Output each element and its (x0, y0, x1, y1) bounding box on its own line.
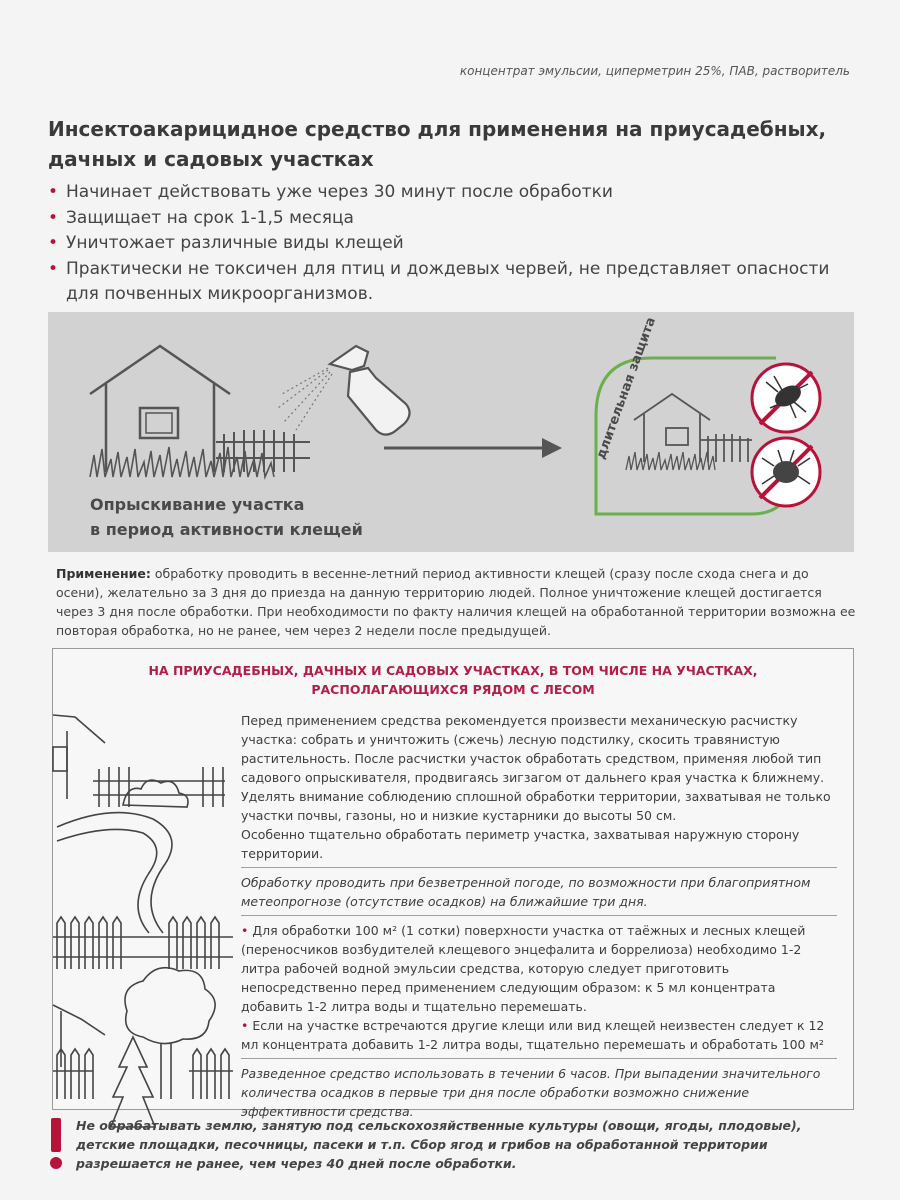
divider (241, 867, 837, 868)
benefit-item: • Уничтожает различные виды клещей (48, 231, 848, 257)
divider (241, 915, 837, 916)
instructions-heading-line1: НА ПРИУСАДЕБНЫХ, ДАЧНЫХ И САДОВЫХ УЧАСТКАХ, В ТОМ ЧИСЛЕ НА УЧАСТКАХ, (148, 663, 758, 678)
fence-icon (99, 767, 223, 807)
path-curve (57, 813, 172, 933)
fir-tree-icon (111, 1037, 155, 1127)
composition-line: концентрат эмульсии, циперметрин 25%, ПАВ, растворитель (459, 64, 850, 78)
tick-icon (752, 364, 820, 432)
divider (241, 1058, 837, 1059)
page-title: Инсектоакарицидное средство для применения на приусадебных, дачных и садовых участках (48, 117, 827, 171)
arrow-right-icon (384, 438, 562, 458)
spray-mist (278, 368, 332, 430)
benefit-item: • Практически не токсичен для птиц и дождевых червей, не представляет опасности для почвенных микроорганизмов. (48, 257, 848, 308)
house-roof (53, 715, 105, 743)
usage-paragraph (56, 564, 856, 640)
mite-icon (752, 438, 820, 506)
weather-note: Обработку проводить при безветренной погоде, по возможности при благоприятном метеопрогнозе (отсутствие осадков) на ближайшие три дня. (241, 875, 811, 909)
banner-caption-line1: Опрыскивание участка (90, 495, 305, 514)
dose-item-text: Для обработки 100 м² (1 сотки) поверхности участка от таёжных и лесных клещей (переносчиков возбудителей клещевого энцефалита и боррелиоза) необходимо 1-2 литра рабочей водной эмульсии средства, которую следует приготовить непосредственно перед применением следующим образом: к 5 мл концентрата добавить 1-2 литра воды и тщательно перемешать. (241, 923, 806, 1014)
small-house-icon (634, 394, 752, 462)
spraying-banner (48, 312, 854, 552)
bush-icon (123, 780, 188, 807)
house-icon (90, 346, 230, 472)
usage-label: Применение: (56, 566, 151, 581)
instructions-heading-line2: РАСПОЛАГАЮЩИХСЯ РЯДОМ С ЛЕСОМ (311, 682, 595, 697)
instructions-heading (53, 661, 853, 699)
sprayer-icon (330, 346, 410, 435)
banner-caption (90, 492, 363, 542)
banner-caption-line2: в период активности клещей (90, 520, 363, 539)
dose-item (241, 1016, 837, 1054)
exclamation-icon (48, 1118, 64, 1170)
instructions-para2: Особенно тщательно обработать периметр участка, захватывая наружную сторону территории. (241, 827, 800, 861)
dose-item-text: Если на участке встречаются другие клещи или вид клещей неизвестен следует к 12 мл концентрата добавить 1-2 литра воды, тщательно перемешать и обработать 100 м² (241, 1018, 825, 1052)
instructions-text (241, 711, 837, 1121)
storage-note: Разведенное средство использовать в течении 6 часов. При выпадении значительного количества осадков в первые три дня после обработки возможно снижение эффективности средства. (241, 1066, 821, 1119)
protection-label: длительная защита (593, 315, 660, 462)
tree-icon (125, 968, 215, 1044)
warning-text: Не обрабатывать землю, занятую под сельскохозяйственные культуры (овощи, ягоды, плодовые), детские площадки, песочницы, пасеки и т.п. Сбор ягод и грибов на обработанной территории разрешается не ранее, чем через 40 дней после обработки. (76, 1118, 802, 1171)
benefits-list (48, 180, 848, 308)
dose-item (241, 921, 837, 1016)
benefit-item: • Начинает действовать уже через 30 минут после обработки (48, 180, 848, 206)
usage-text: обработку проводить в весенне-летний период активности клещей (сразу после схода снега и до осени), желательно за 3 дня до приезда на данную территорию людей. Полное уничтожение клещей достигается через 3 дня после обработки. При необходимости по факту наличия клещей на обработанной территории возможна ее повторая обработка, но не ранее, чем через 2 недели после предыдущей. (56, 566, 856, 638)
grass-icon (90, 447, 274, 477)
instructions-para1: Перед применением средства рекомендуется произвести механическую расчистку участка: собрать и уничтожить (сжечь) лесную подстилку, скосить травянистую растительность. После расчистки участок обработать средством, применяя любой тип садового опрыскивателя, продвигаясь зигзагом от дальнего края участка к ближнему. Уделять внимание соблюдению сплошной обработки территории, захватывая не только участки почвы, газоны, но и низкие кустарники до высоты 50 см. (241, 713, 831, 823)
benefit-item: • Защищает на срок 1-1,5 месяца (48, 206, 848, 232)
small-grass-icon (626, 452, 715, 470)
garden-illustration (53, 707, 233, 1107)
instructions-box (52, 648, 854, 1119)
